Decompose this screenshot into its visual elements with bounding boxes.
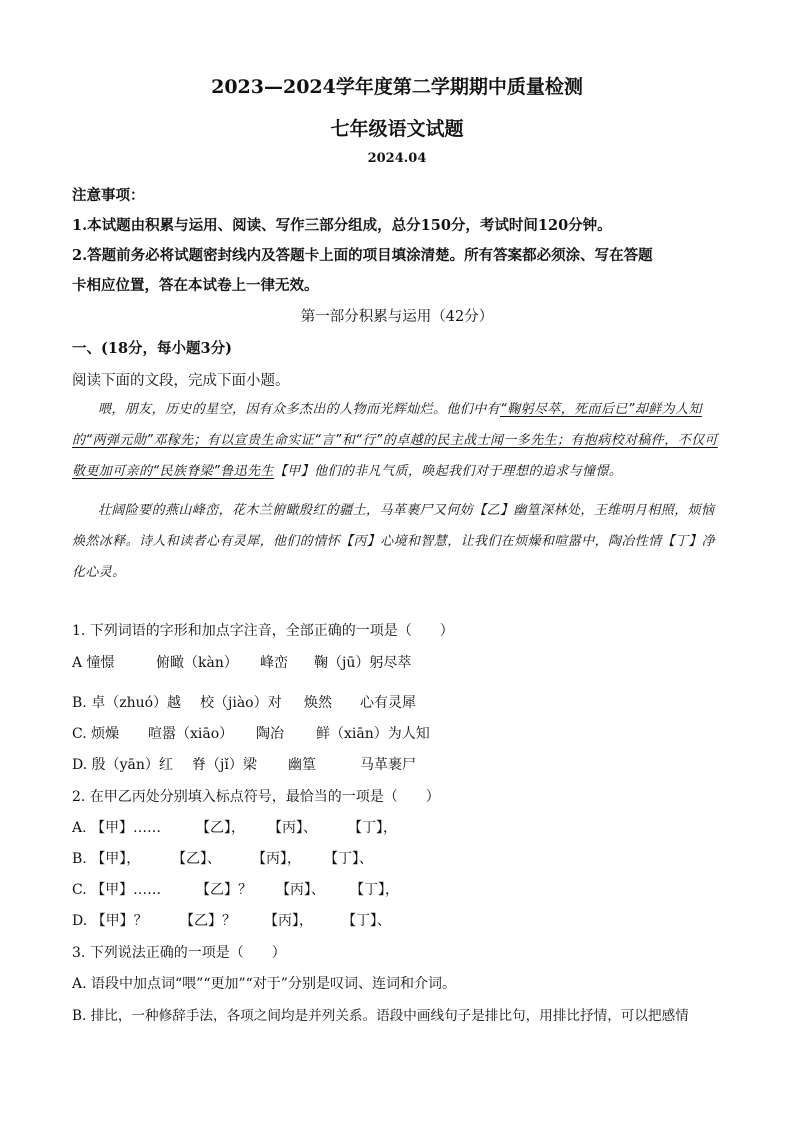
option-text: 鞠（jū）躬尽萃 [314,655,412,671]
option-text: 【乙】， [196,820,245,836]
option-text: D. 【甲】？ [72,913,148,929]
question-2-stem: 2. 在甲乙丙处分别填入标点符号，最恰当的一项是（ ） [72,789,440,805]
section1-heading: 一、(18分，每小题3分) [72,340,232,357]
option-text: 【丁】、 [324,851,373,867]
option-text: 【丙】， [252,851,301,867]
option-text: 【乙】？ [196,882,252,898]
passage-text: 喂，朋友，历史的星空，因有众多杰出的人物而光辉灿烂。他们中有 [98,402,501,417]
option-text: 【丁】， [350,882,399,898]
exam-subtitle: 七年级语文试题 [330,118,464,140]
notice-item-2a: 2.答题前务必将试题密封线内及答题卡上面的项目填涂清楚。所有答案都必须涂、写在答题 [72,247,653,264]
option-text: A. 【甲】…… [72,820,162,836]
question-3-stem: 3. 下列说法正确的一项是（ ） [72,945,286,961]
option-text: C. 【甲】…… [72,882,162,898]
option-text: 陶冶 [256,726,284,742]
question-1-option-b [72,692,416,712]
option-text: 鲜（xiān）为人知 [316,726,430,742]
option-text: 峰峦 [260,655,288,671]
option-text: 【丁】， [348,820,397,836]
option-text: A 憧憬 [72,655,115,671]
notice-item-2b: 卡相应位置，答在本试卷上一律无效。 [72,277,319,294]
option-text: 【乙】、 [172,851,221,867]
exam-title: 2023—2024学年度第二学期期中质量检测 [211,76,583,98]
notice-item-1: 1.本试题由积累与运用、阅读、写作三部分组成，总分150分，考试时间120分钟。 [72,217,612,234]
reading-passage [72,394,722,588]
notice-label: 注意事项： [72,187,145,204]
question-1-stem: 1. 下列词语的字形和加点字注音，全部正确的一项是（ ） [72,623,454,639]
underlined-sentence: “鞠躬尽萃，死而后已”却鲜为人知的“两弹元勋”邓稼先；有以宣贵生命实证“言”和“行”的卓越的民主战士闻一多先生；有抱病校对稿件，不仅可敬更加可亲的“民族脊梁”鲁迅先生 [72,402,718,479]
question-3-option-b: B. 排比，一种修辞手法，各项之间均是并列关系。语段中画线句子是排比句，用排比抒情，可以把感情 [72,1008,689,1024]
option-text: 【丙】、 [276,882,325,898]
option-text: 脊（jǐ）梁 [192,757,257,773]
question-2-option-d [72,910,391,930]
option-text: 马革裹尸 [360,757,416,773]
question-1-option-c [72,723,430,743]
option-text: 【丙】、 [268,820,317,836]
question-3-option-a: A. 语段中加点词“喂”“更加”“对于”分别是叹词、连词和介词。 [72,976,456,992]
option-text: B. 【甲】， [72,851,141,867]
question-2-option-a [72,817,397,837]
question-2-option-b [72,848,373,868]
option-text: D. 殷（yān）红 [72,757,173,773]
passage-text: 【甲】他们的非凡气质，唤起我们对于理想的追求与憧憬。 [273,464,623,479]
option-text: 喧嚣（xiāo） [148,726,234,742]
option-text: 【丁】、 [342,913,391,929]
option-text: 心有灵犀 [360,695,416,711]
part1-heading: 第一部分积累与运用（42分） [300,309,494,325]
passage-paragraph-2: 壮阔险要的燕山峰峦，花木兰俯瞰殷红的疆土，马革裹尸又何妨【乙】幽篁深林处，王维明月相照，烦恼焕然冰释。诗人和读者心有灵犀，他们的情怀【丙】心境和智慧，让我们在烦燥和喧嚣中，陶冶性情【丁】净化心灵。 [72,503,716,580]
question-1-option-a [72,652,411,672]
option-text: 焕然 [304,695,332,711]
option-text: 【丙】， [264,913,313,929]
question-1-option-d [72,754,416,774]
exam-date: 2024.04 [367,151,427,166]
passage-instruction: 阅读下面的文段，完成下面小题。 [72,373,290,389]
option-text: 幽篁 [288,757,316,773]
passage-paragraph-1 [72,394,722,487]
option-text: B. 卓（zhuó）越 [72,695,182,711]
option-text: 【乙】？ [180,913,236,929]
option-text: 俯瞰（kàn） [156,655,238,671]
option-text: C. 烦燥 [72,726,120,742]
question-2-option-c [72,879,399,899]
option-text: 校（jiào）对 [200,695,282,711]
